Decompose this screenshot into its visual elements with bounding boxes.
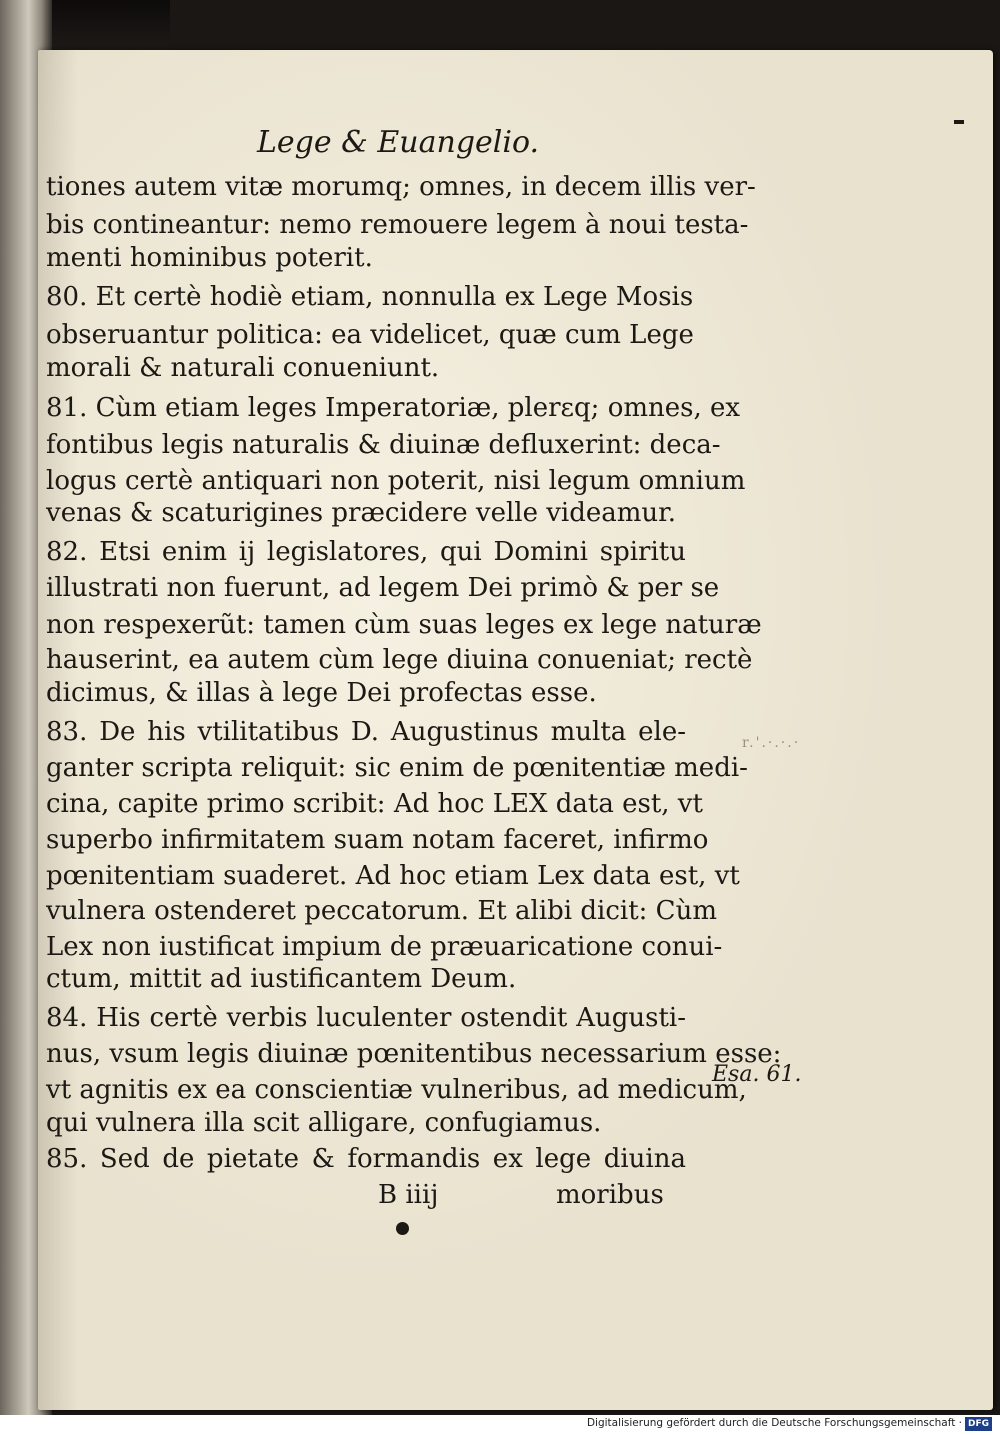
text-line: 81. Cùm etiam leges Imperatoriæ, plerεq; omnes, ex (46, 393, 741, 423)
text-line: venas & scaturigines præcidere velle videamur. (46, 498, 677, 528)
text-line: logus certè antiquari non poterit, nisi legum omnium (46, 466, 746, 496)
text-line: 82. Etsi enim ij legislatores, qui Domini spiritu (46, 537, 686, 567)
text-line: non respexerũt: tamen cùm suas leges ex lege naturæ (46, 610, 762, 640)
text-line: morali & naturali conueniunt. (46, 353, 440, 383)
running-head: Lege & Euangelio. (257, 125, 540, 160)
funding-credit: Digitalisierung gefördert durch die Deutsche Forschungsgemeinschaft · (586, 1417, 962, 1429)
ink-dot (396, 1222, 409, 1235)
text-line: bis contineantur: nemo remouere legem à noui testa- (46, 210, 749, 240)
text-line: pœnitentiam suaderet. Ad hoc etiam Lex data est, vt (46, 861, 740, 891)
text-line: 85. Sed de pietate & formandis ex lege diuina (46, 1144, 686, 1174)
text-line: illustrati non fuerunt, ad legem Dei primò & per se (46, 573, 720, 603)
text-line: superbo infirmitatem suam notam faceret, infirmo (46, 825, 709, 855)
text-line: nus, vsum legis diuinæ pœnitentibus necessarium esse: (46, 1039, 782, 1069)
margin-note: Esa. 61. (712, 1062, 802, 1087)
text-line: hauserint, ea autem cùm lege diuina conueniat; rectè (46, 645, 753, 675)
text-line: dicimus, & illas à lege Dei profectas esse. (46, 678, 597, 708)
footer-bar (0, 1415, 1000, 1435)
text-line: 83. De his vtilitatibus D. Augustinus multa ele- (46, 717, 686, 747)
text-line: menti hominibus poterit. (46, 243, 373, 273)
text-line: 84. His certè verbis luculenter ostendit Augusti- (46, 1003, 686, 1033)
text-line: 80. Et certè hodiè etiam, nonnulla ex Lege Mosis (46, 282, 694, 312)
text-line: ctum, mittit ad iustificantem Deum. (46, 964, 517, 994)
catchword: moribus (556, 1180, 664, 1210)
text-line: cina, capite primo scribit: Ad hoc LEX data est, vt (46, 789, 703, 819)
text-line: fontibus legis naturalis & diuinæ defluxerint: deca- (46, 430, 721, 460)
dfg-logo-icon: DFG (965, 1417, 992, 1431)
text-line: obseruantur politica: ea videlicet, quæ cum Lege (46, 320, 694, 350)
text-line: vulnera ostenderet peccatorum. Et alibi dicit: Cùm (46, 896, 717, 926)
text-line: ganter scripta reliquit: sic enim de pœnitentiæ medi- (46, 753, 748, 783)
text-line: tiones autem vitæ morumq; omnes, in decem illis ver- (46, 172, 756, 202)
faint-marginal-marks: r.'.·.·.· (742, 735, 801, 751)
signature-mark: B iiij (378, 1180, 439, 1210)
text-line: Lex non iustificat impium de præuaricatione conui- (46, 932, 723, 962)
text-line: qui vulnera illa scit alligare, confugiamus. (46, 1108, 602, 1138)
ink-mark (954, 120, 964, 124)
text-line: vt agnitis ex ea conscientiæ vulneribus, ad medicum, (46, 1075, 747, 1105)
